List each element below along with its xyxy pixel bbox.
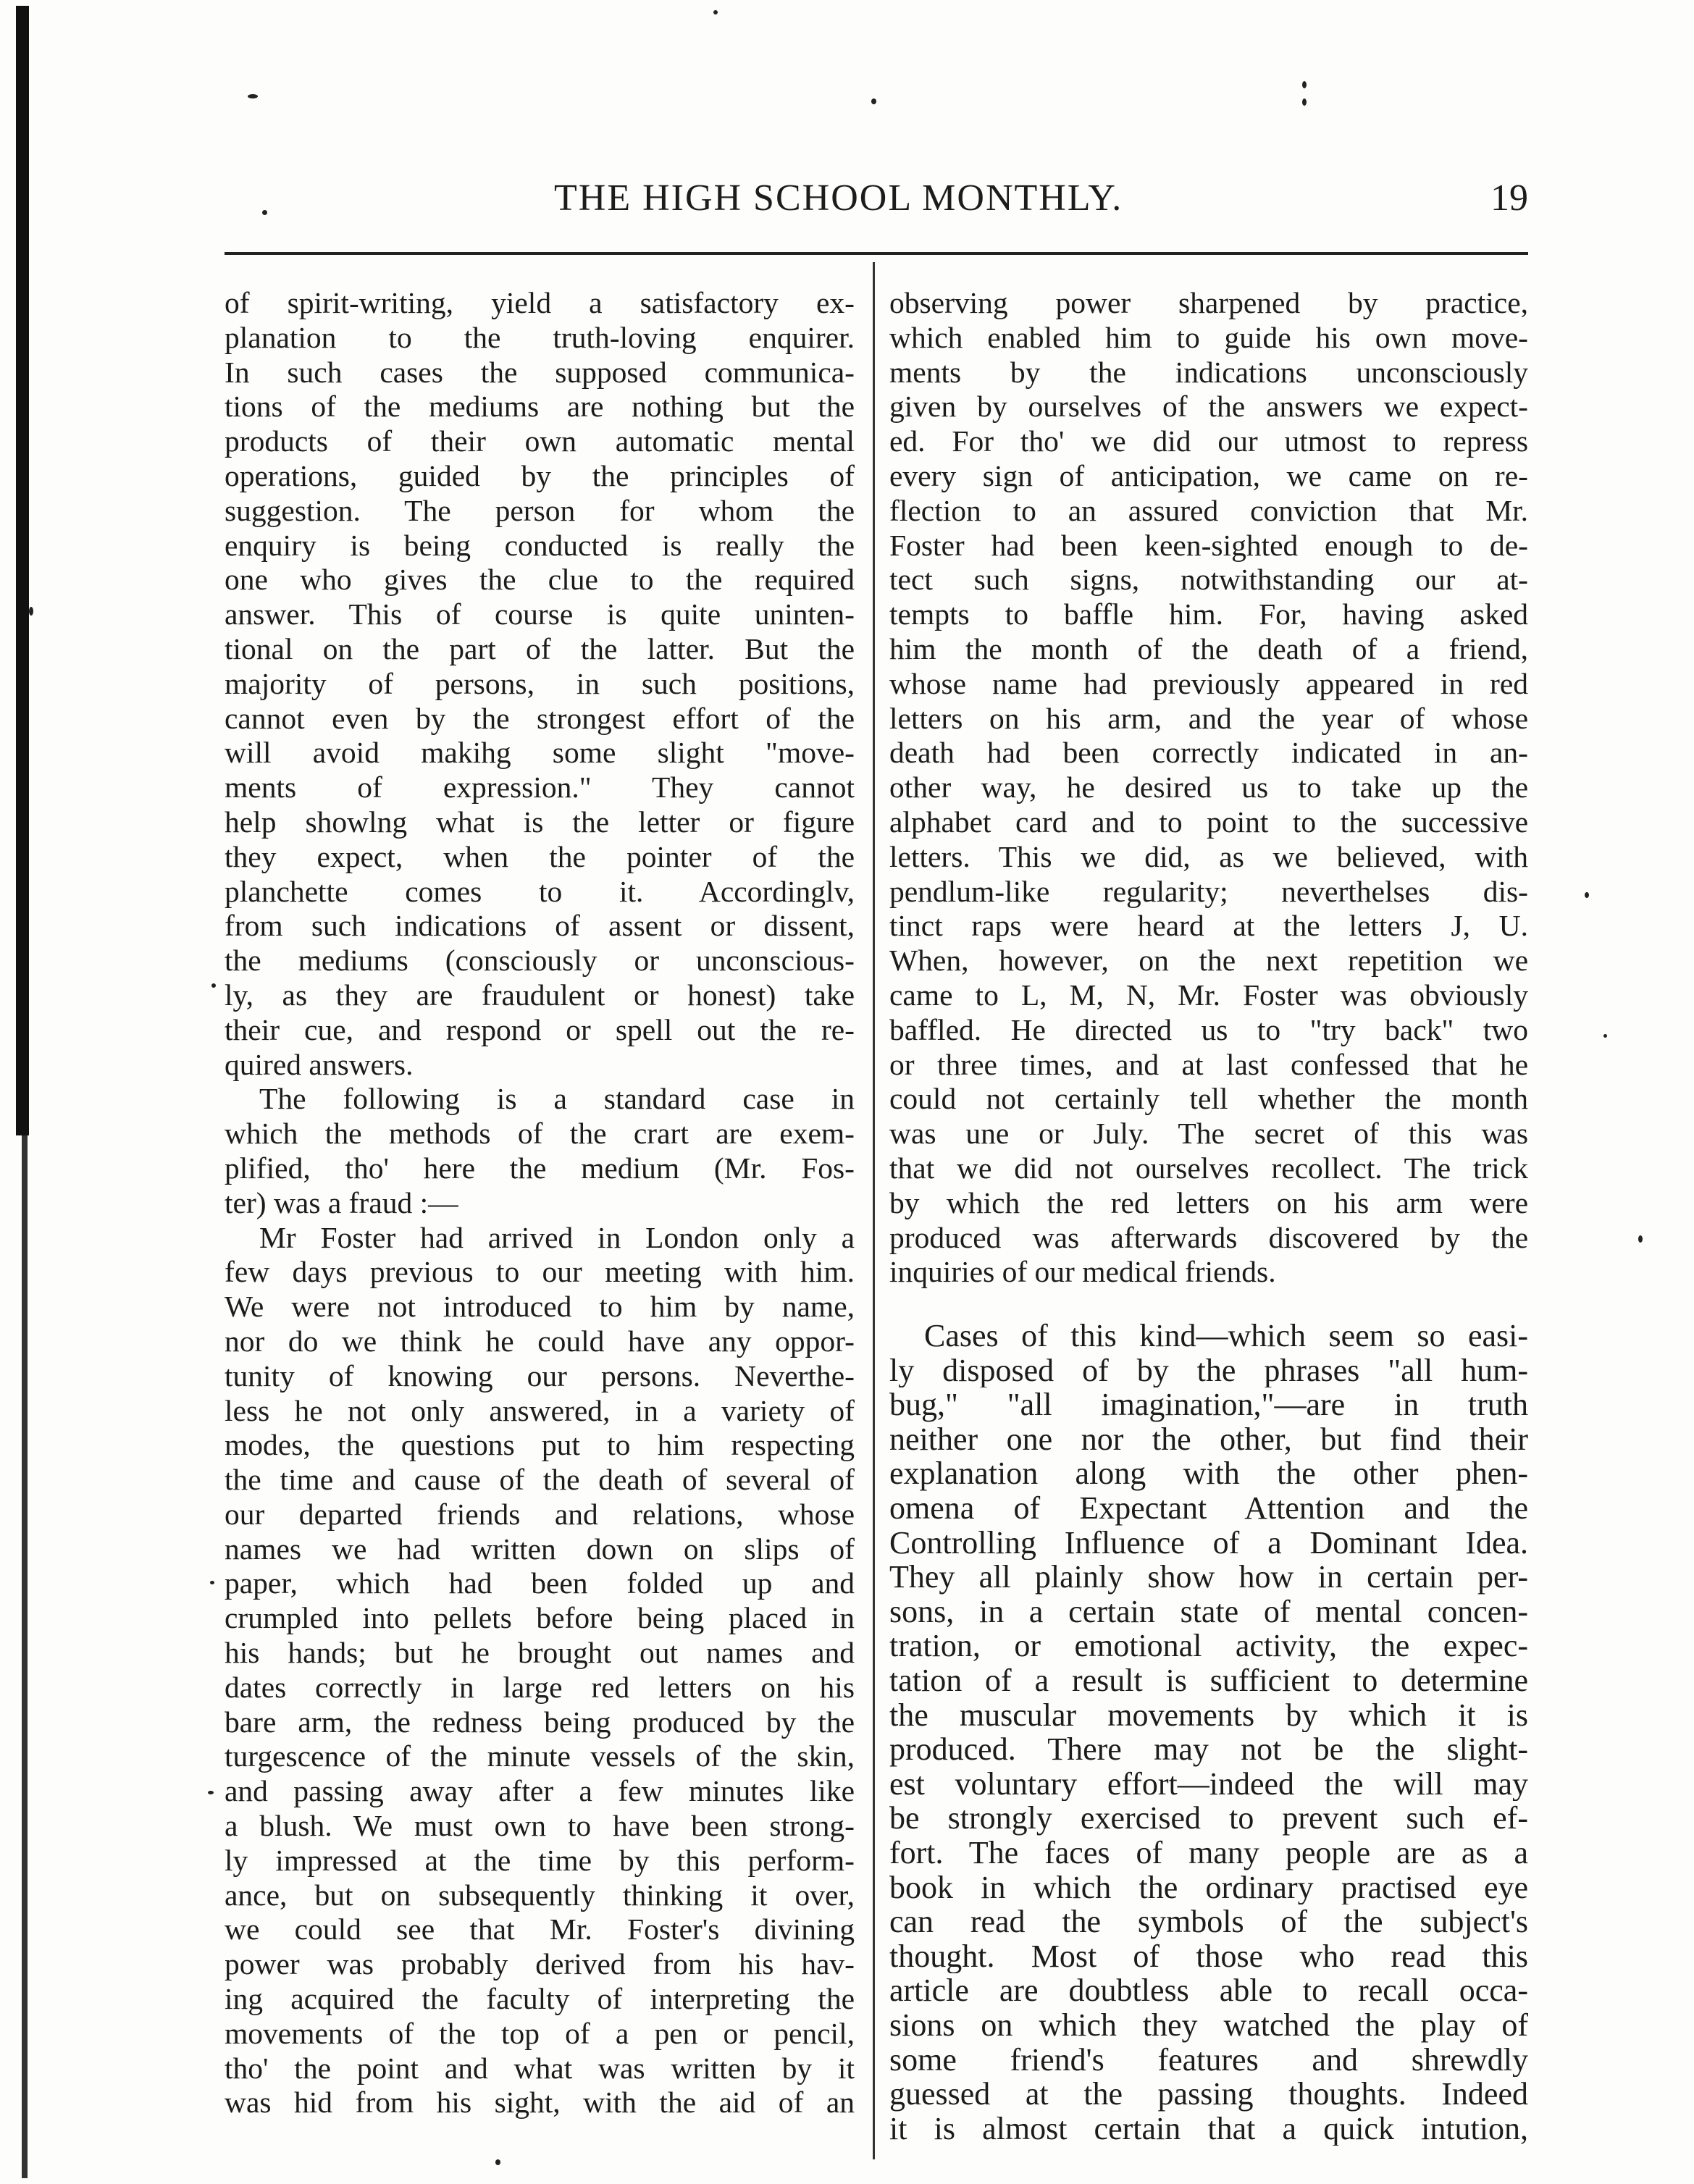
- text-line: planchette comes to it. Accordinglv,: [225, 874, 855, 908]
- text-line: ance, but on subsequently thinking it over,: [225, 1878, 855, 1912]
- right-column: [889, 286, 1528, 2146]
- text-line: ing acquired the faculty of interpreting the: [225, 1982, 855, 2016]
- text-line: crumpled into pellets before being placed in: [225, 1601, 855, 1635]
- text-line: dates correctly in large red letters on his: [225, 1670, 855, 1704]
- text-line: or three times, and at last confessed that he: [889, 1047, 1528, 1081]
- text-line: fort. The faces of many people are as a: [889, 1836, 1528, 1870]
- scan-speck: [1302, 98, 1307, 106]
- text-line: article are doubtless able to recall occa-: [889, 1973, 1528, 2008]
- text-line: every sign of anticipation, we came on re-: [889, 458, 1528, 492]
- text-line: sons, in a certain state of mental concen-: [889, 1594, 1528, 1629]
- scan-speck: [1585, 892, 1589, 898]
- text-line: ly disposed of by the phrases "all hum-: [889, 1353, 1528, 1388]
- text-line: produced. There may not be the slight-: [889, 1732, 1528, 1767]
- text-line: operations, guided by the principles of: [225, 458, 855, 492]
- left-column: [225, 286, 855, 2120]
- text-line: our departed friends and relations, whose: [225, 1497, 855, 1531]
- text-line: omena of Expectant Attention and the: [889, 1491, 1528, 1526]
- text-line: power was probably derived from his hav-: [225, 1947, 855, 1981]
- text-line: flection to an assured conviction that Mr.: [889, 493, 1528, 527]
- text-line: movements of the top of a pen or pencil,: [225, 2016, 855, 2050]
- column-rule: [873, 262, 875, 2159]
- text-line: we could see that Mr. Foster's divining: [225, 1912, 855, 1946]
- binding-edge-shadow-lower: [22, 1135, 28, 2178]
- text-line: tinct raps were heard at the letters J, U.: [889, 909, 1528, 943]
- text-line: less he not only answered, in a variety of: [225, 1393, 855, 1427]
- text-line: enquiry is being conducted is really the: [225, 528, 855, 562]
- text-line: cannot even by the strongest effort of the: [225, 701, 855, 735]
- text-line: In such cases the supposed communica-: [225, 355, 855, 389]
- text-line: one who gives the clue to the required: [225, 563, 855, 597]
- text-line: tation of a result is sufficient to determine: [889, 1663, 1528, 1698]
- text-line: some friend's features and shrewdly: [889, 2042, 1528, 2078]
- text-line: bare arm, the redness being produced by the: [225, 1705, 855, 1739]
- text-line: When, however, on the next repetition we: [889, 944, 1528, 978]
- text-line: nor do we think he could have any oppor-: [225, 1324, 855, 1358]
- text-line: other way, he desired us to take up the: [889, 770, 1528, 805]
- text-line: help showlng what is the letter or figure: [225, 805, 855, 839]
- text-line: they expect, when the pointer of the: [225, 839, 855, 873]
- text-line: suggestion. The person for whom the: [225, 493, 855, 527]
- text-line: ter) was a fraud :—: [225, 1185, 458, 1219]
- scan-speck: [211, 983, 216, 988]
- text-line: tions of the mediums are nothing but the: [225, 390, 855, 424]
- scan-speck: [1302, 81, 1307, 88]
- text-line: tempts to baffle him. For, having asked: [889, 597, 1528, 631]
- text-line: ments of expression." They cannot: [225, 770, 855, 805]
- text-line: tunity of knowing our persons. Neverthe-: [225, 1358, 855, 1393]
- text-line: the time and cause of the death of several of: [225, 1463, 855, 1497]
- text-line: was hid from his sight, with the aid of an: [225, 2086, 855, 2120]
- text-line: can read the symbols of the subject's: [889, 1904, 1528, 1939]
- text-line: We were not introduced to him by name,: [225, 1290, 855, 1324]
- text-line: the mediums (consciously or unconscious-: [225, 944, 855, 978]
- text-line: Controlling Influence of a Dominant Idea.: [889, 1525, 1528, 1561]
- text-line: be strongly exercised to prevent such ef-: [889, 1801, 1528, 1836]
- text-line: pendlum-like regularity; neverthelses dis-: [889, 874, 1528, 908]
- scan-speck: [1603, 1034, 1607, 1038]
- text-line: baffled. He directed us to "try back" two: [889, 1012, 1528, 1046]
- text-line: tration, or emotional activity, the expec-: [889, 1629, 1528, 1664]
- paragraph-gap: [889, 1290, 1528, 1319]
- text-line: explanation along with the other phen-: [889, 1456, 1528, 1492]
- text-line: his hands; but he brought out names and: [225, 1636, 855, 1670]
- text-line: alphabet card and to point to the successive: [889, 805, 1528, 839]
- text-line: it is almost certain that a quick intution,: [889, 2111, 1528, 2146]
- text-line: and passing away after a few minutes like: [225, 1774, 855, 1808]
- text-line: tional on the part of the latter. But the: [225, 631, 855, 665]
- text-line: produced was afterwards discovered by the: [889, 1220, 1528, 1254]
- text-line: guessed at the passing thoughts. Indeed: [889, 2077, 1528, 2112]
- scan-speck: [29, 607, 33, 616]
- text-line: a blush. We must own to have been strong-: [225, 1809, 855, 1843]
- scan-speck: [210, 1581, 214, 1584]
- text-line: bug," "all imagination,"—are in truth: [889, 1387, 1528, 1422]
- text-line: plified, tho' here the medium (Mr. Fos-: [225, 1151, 855, 1185]
- binding-edge-shadow: [16, 6, 29, 1135]
- text-line: inquiries of our medical friends.: [889, 1255, 1276, 1289]
- text-line: thought. Most of those who read this: [889, 1939, 1528, 1974]
- text-line: ly impressed at the time by this perform-: [225, 1843, 855, 1877]
- text-line: tect such signs, notwithstanding our at-: [889, 563, 1528, 597]
- text-line: paper, which had been folded up and: [225, 1566, 855, 1600]
- page-number: 19: [1490, 177, 1528, 219]
- scan-speck: [495, 2159, 500, 2165]
- text-line: few days previous to our meeting with him.: [225, 1255, 855, 1289]
- text-line: observing power sharpened by practice,: [889, 286, 1528, 319]
- text-line: answer. This of course is quite uninten-: [225, 597, 855, 631]
- scan-speck: [208, 1791, 214, 1794]
- text-line: est voluntary effort—indeed the will may: [889, 1766, 1528, 1802]
- text-line: of spirit-writing, yield a satisfactory ex-: [225, 286, 855, 319]
- scan-speck: [871, 98, 876, 104]
- text-line: was une or July. The secret of this was: [889, 1117, 1528, 1151]
- text-line: ly, as they are fraudulent or honest) take: [225, 978, 855, 1012]
- text-line: will avoid makihg some slight "move-: [225, 736, 855, 770]
- text-line: given by ourselves of the answers we expect-: [889, 390, 1528, 424]
- text-line: letters on his arm, and the year of whose: [889, 701, 1528, 735]
- scan-speck: [713, 10, 718, 14]
- text-line: by which the red letters on his arm were: [889, 1185, 1528, 1219]
- text-line: him the month of the death of a friend,: [889, 631, 1528, 665]
- text-line: their cue, and respond or spell out the re-: [225, 1012, 855, 1046]
- scan-speck: [248, 94, 258, 98]
- text-line: names we had written down on slips of: [225, 1532, 855, 1566]
- text-line: Foster had been keen-sighted enough to de-: [889, 528, 1528, 562]
- text-line: The following is a standard case in: [259, 1082, 855, 1116]
- text-line: majority of persons, in such positions,: [225, 666, 855, 700]
- text-line: sions on which they watched the play of: [889, 2007, 1528, 2043]
- text-line: book in which the ordinary practised eye: [889, 1870, 1528, 1905]
- text-line: planation to the truth-loving enquirer.: [225, 320, 855, 354]
- text-line: modes, the questions put to him respecting: [225, 1428, 855, 1462]
- text-line: death had been correctly indicated in an-: [889, 736, 1528, 770]
- text-line: Cases of this kind—which seem so easi-: [924, 1319, 1528, 1353]
- text-line: turgescence of the minute vessels of the skin,: [225, 1739, 855, 1773]
- text-line: which the methods of the crart are exem-: [225, 1117, 855, 1151]
- text-line: could not certainly tell whether the month: [889, 1082, 1528, 1116]
- text-line: whose name had previously appeared in red: [889, 666, 1528, 700]
- text-line: Mr Foster had arrived in London only a: [259, 1220, 855, 1254]
- text-line: the muscular movements by which it is: [889, 1697, 1528, 1733]
- text-line: products of their own automatic mental: [225, 424, 855, 458]
- right-column-lower-paragraph: [889, 1319, 1528, 2146]
- text-line: ments by the indications unconsciously: [889, 355, 1528, 389]
- text-line: quired answers.: [225, 1047, 414, 1081]
- text-line: from such indications of assent or dissent,: [225, 909, 855, 943]
- text-line: neither one nor the other, but find their: [889, 1421, 1528, 1457]
- text-line: tho' the point and what was written by it: [225, 2051, 855, 2085]
- header-rule: [225, 252, 1528, 255]
- text-line: They all plainly show how in certain per-: [889, 1560, 1528, 1595]
- page-header: [225, 177, 1528, 235]
- scan-speck: [1638, 1235, 1643, 1243]
- text-line: came to L, M, N, Mr. Foster was obviously: [889, 978, 1528, 1012]
- text-line: ed. For tho' we did our utmost to repress: [889, 424, 1528, 458]
- running-title: THE HIGH SCHOOL MONTHLY.: [554, 177, 1123, 219]
- text-line: letters. This we did, as we believed, with: [889, 839, 1528, 873]
- text-line: that we did not ourselves recollect. The trick: [889, 1151, 1528, 1185]
- text-line: which enabled him to guide his own move-: [889, 320, 1528, 354]
